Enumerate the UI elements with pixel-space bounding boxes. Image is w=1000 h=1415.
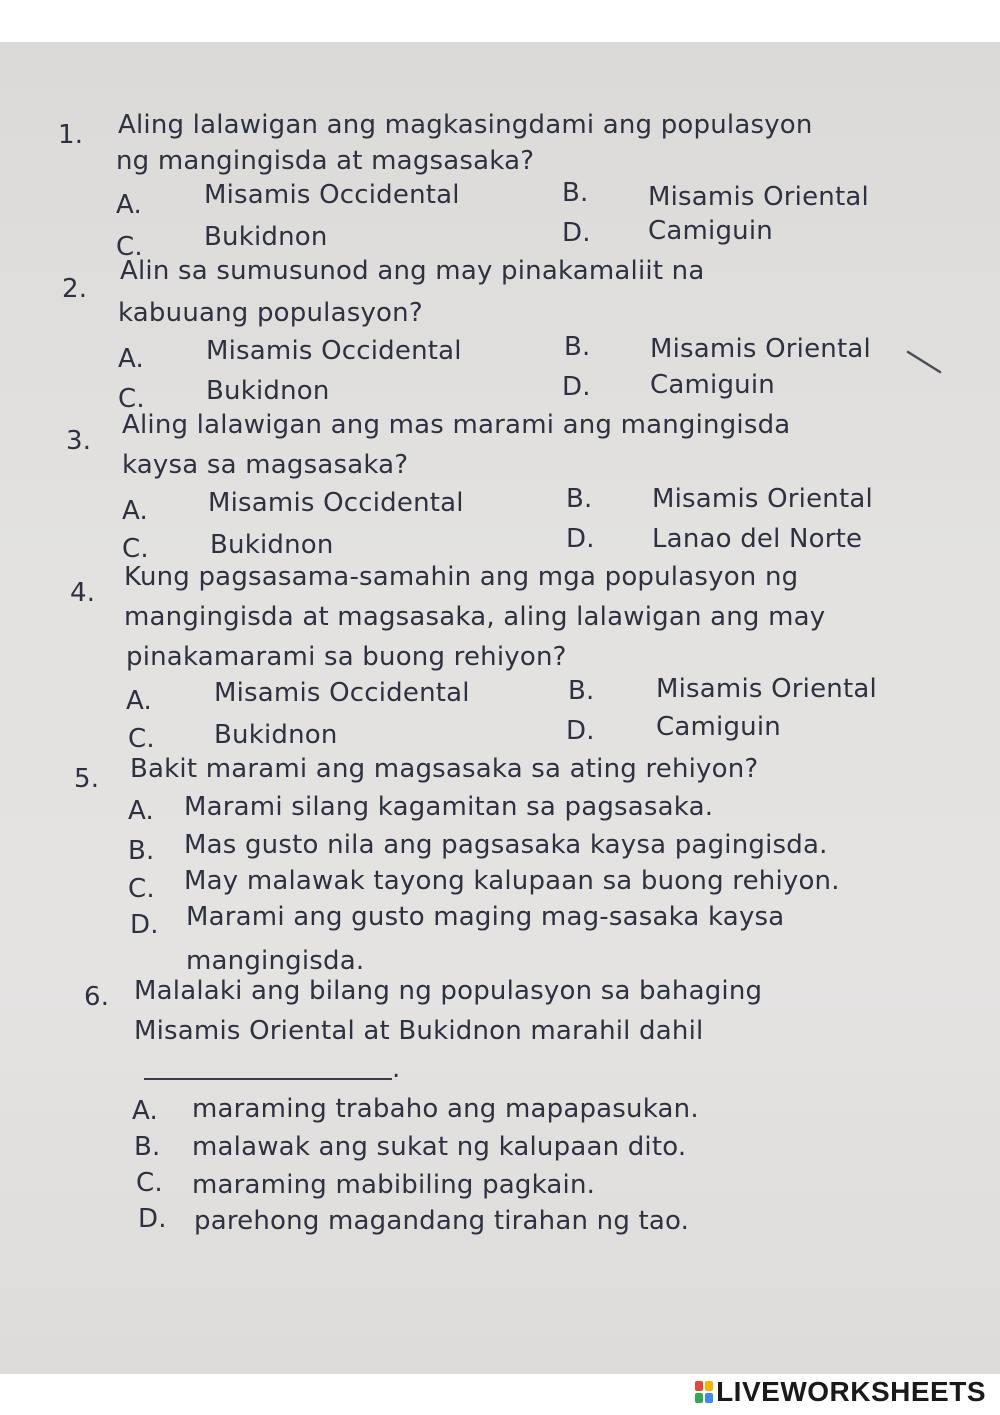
option-text: Marami ang gusto maging mag-sasaka kaysa (186, 902, 785, 932)
option-text: maraming mabibiling pagkain. (192, 1170, 596, 1200)
question-number: 3. (66, 426, 92, 456)
question-text-line: Bakit marami ang magsasaka sa ating rehiyon? (130, 754, 759, 784)
liveworksheets-footer (695, 1375, 986, 1409)
answer-blank (144, 1078, 392, 1080)
option-text: Misamis Occidental (214, 678, 470, 708)
worksheet-sheet (0, 42, 1000, 1374)
option-letter: A. (116, 190, 142, 220)
option-letter: B. (568, 676, 595, 706)
question-text-line: Malalaki ang bilang ng populasyon sa bahaging (134, 976, 763, 1006)
option-text: Misamis Oriental (650, 334, 871, 364)
option-text: Bukidnon (206, 376, 330, 406)
option-letter: B. (128, 836, 155, 866)
option-text: Bukidnon (210, 530, 334, 560)
option-text: Misamis Oriental (648, 182, 869, 212)
question-text-line: Alin sa sumusunod ang may pinakamaliit na (120, 256, 705, 286)
option-text: Mas gusto nila ang pagsasaka kaysa pagingisda. (184, 830, 828, 860)
question-text-line: kabuuang populasyon? (118, 298, 423, 328)
option-letter: A. (132, 1096, 158, 1126)
option-letter: A. (118, 344, 144, 374)
option-text: Misamis Occidental (204, 180, 460, 210)
option-letter: B. (562, 178, 589, 208)
worksheet-photo (0, 42, 1000, 1374)
question-text-line: ng mangingisda at magsasaka? (116, 146, 535, 176)
question-text-line: Aling lalawigan ang mas marami ang mangingisda (122, 410, 791, 440)
liveworksheets-logo-icon (695, 1381, 713, 1403)
option-letter: C. (118, 384, 145, 414)
question-text-line: Aling lalawigan ang magkasingdami ang populasyon (118, 110, 813, 140)
option-letter: D. (562, 218, 591, 248)
option-letter: C. (116, 232, 143, 262)
option-letter: B. (564, 332, 591, 362)
answer-blank-end: . (392, 1054, 401, 1084)
option-text-continuation: mangingisda. (186, 946, 365, 976)
option-text: parehong magandang tirahan ng tao. (194, 1206, 690, 1236)
option-text: Camiguin (648, 216, 773, 246)
option-letter: D. (130, 910, 159, 940)
option-text: Misamis Occidental (206, 336, 462, 366)
question-number: 4. (70, 578, 96, 608)
option-letter: D. (566, 524, 595, 554)
question-number: 6. (84, 982, 110, 1012)
option-letter: C. (128, 724, 155, 754)
option-letter: A. (128, 796, 154, 826)
question-number: 2. (62, 274, 88, 304)
option-text: Misamis Oriental (652, 484, 873, 514)
logo-square (695, 1381, 703, 1391)
option-text: Lanao del Norte (652, 524, 863, 554)
option-letter: C. (128, 874, 155, 904)
question-text-line: Kung pagsasama-samahin ang mga populasyon ng (124, 562, 799, 592)
option-letter: B. (134, 1132, 161, 1162)
question-number: 1. (58, 120, 84, 150)
option-text: malawak ang sukat ng kalupaan dito. (192, 1132, 687, 1162)
question-text-line: mangingisda at magsasaka, aling lalawigan ang may (124, 602, 826, 632)
option-letter: C. (122, 534, 149, 564)
option-text: Marami silang kagamitan sa pagsasaka. (184, 792, 714, 822)
brand-name: LIVEWORKSHEETS (716, 1376, 986, 1407)
option-text: Camiguin (656, 712, 781, 742)
option-letter: B. (566, 484, 593, 514)
option-letter: D. (566, 716, 595, 746)
logo-square (695, 1393, 703, 1403)
question-text-line: kaysa sa magsasaka? (122, 450, 409, 480)
option-letter: A. (122, 496, 148, 526)
option-text: maraming trabaho ang mapapasukan. (192, 1094, 699, 1124)
option-text: Misamis Oriental (656, 674, 877, 704)
option-letter: A. (126, 686, 152, 716)
question-text-line: pinakamarami sa buong rehiyon? (126, 642, 567, 672)
option-text: May malawak tayong kalupaan sa buong rehiyon. (184, 866, 840, 896)
option-text: Camiguin (650, 370, 775, 400)
option-letter: D. (138, 1204, 167, 1234)
question-text-line: Misamis Oriental at Bukidnon marahil dahil (134, 1016, 704, 1046)
pen-mark (906, 348, 946, 378)
option-letter: D. (562, 372, 591, 402)
option-text: Bukidnon (214, 720, 338, 750)
option-text: Misamis Occidental (208, 488, 464, 518)
option-letter: C. (136, 1168, 163, 1198)
logo-square (705, 1393, 713, 1403)
logo-square (705, 1381, 713, 1391)
question-number: 5. (74, 764, 100, 794)
option-text: Bukidnon (204, 222, 328, 252)
